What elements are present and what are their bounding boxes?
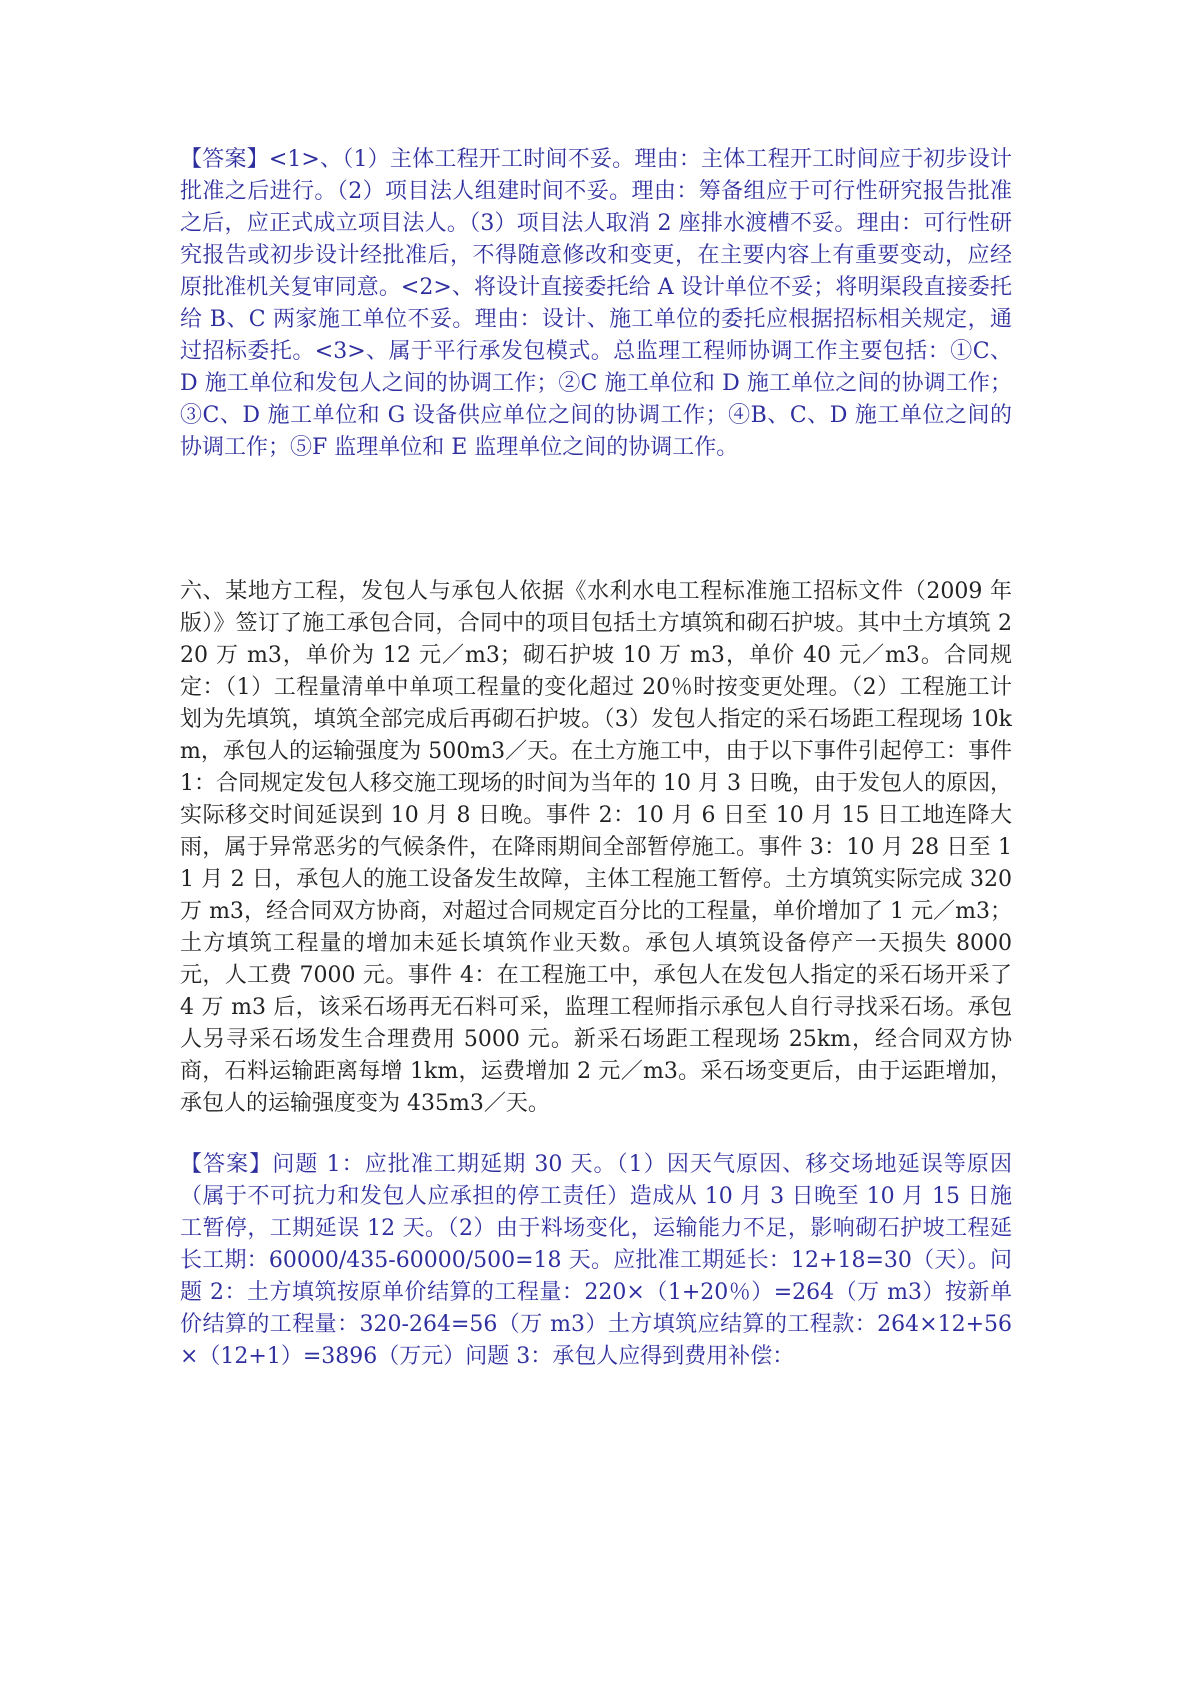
answer-paragraph-1: 【答案】<1>、（1）主体工程开工时间不妥。理由：主体工程开工时间应于初步设计批准之后进行。（2）项目法人组建时间不妥。理由：筹备组应于可行性研究报告批准之后，应正式成立项目法人。（3）项目法人取消 2 座排水渡槽不妥。理由：可行性研究报告或初步设计经批准后，不得随意修改和变更，在主要内容上有重要变动，应经原批准机关复审同意。<2>、将设计直接委托给 A 设计单位不妥；将明渠段直接委托给 B、C 两家施工单位不妥。理由：设计、施工单位的委托应根据招标相关规定，通过招标委托。<3>、属于平行承发包模式。总监理工程师协调工作主要包括：①C、D 施工单位和发包人之间的协调工作；②C 施工单位和 D 施工单位之间的协调工作；③C、D 施工单位和 G 设备供应单位之间的协调工作；④B、C、D 施工单位之间的协调工作；⑤F 监理单位和 E 监理单位之间的协调工作。 xyxy=(180,147,1012,460)
answer-paragraph-6: 【答案】问题 1：应批准工期延期 30 天。（1）因天气原因、移交场地延误等原因（属于不可抗力和发包人应承担的停工责任）造成从 10 月 3 日晚至 10 月 15 日施工暂停，工期延误 12 天。（2）由于料场变化，运输能力不足，影响砌石护坡工程延长工期：60000/435-60000/500=18 天。应批准工期延长：12+18=30（天）。问题 2：土方填筑按原单价结算的工程量：220×（1+20％）=264（万 m3）按新单价结算的工程量：320-264=56（万 m3）土方填筑应结算的工程款：264×12+56×（12+1）=3896（万元）问题 3：承包人应得到费用补偿： xyxy=(180,1152,1012,1369)
question-paragraph-6: 六、某地方工程，发包人与承包人依据《水利水电工程标准施工招标文件（2009 年版）》签订了施工承包合同，合同中的项目包括土方填筑和砌石护坡。其中土方填筑 220 万 m3，单价为 12 元／m3；砌石护坡 10 万 m3，单价 40 元／m3。合同规定：（1）工程量清单中单项工程量的变化超过 20％时按变更处理。（2）工程施工计划为先填筑，填筑全部完成后再砌石护坡。（3）发包人指定的采石场距工程现场 10km，承包人的运输强度为 500m3／天。在土方施工中，由于以下事件引起停工：事件 1：合同规定发包人移交施工现场的时间为当年的 10 月 3 日晚，由于发包人的原因，实际移交时间延误到 10 月 8 日晚。事件 2：10 月 6 日至 10 月 15 日工地连降大雨，属于异常恶劣的气候条件，在降雨期间全部暂停施工。事件 3：10 月 28 日至 11 月 2 日，承包人的施工设备发生故障，主体工程施工暂停。土方填筑实际完成 320 万 m3，经合同双方协商，对超过合同规定百分比的工程量，单价增加了 1 元／m3；土方填筑工程量的增加未延长填筑作业天数。承包人填筑设备停产一天损失 8000 元，人工费 7000 元。事件 4：在工程施工中，承包人在发包人指定的采石场开采了 4 万 m3 后，该采石场再无石料可采，监理工程师指示承包人自行寻找采石场。承包人另寻采石场发生合理费用 5000 元。新采石场距工程现场 25km，经合同双方协商，石料运输距离每增 1km，运费增加 2 元／m3。采石场变更后，由于运距增加，承包人的运输强度变为 435m3／天。 xyxy=(180,579,1012,1116)
